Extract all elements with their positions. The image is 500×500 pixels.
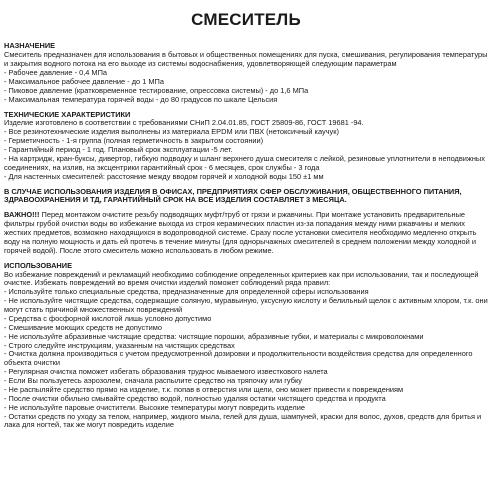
usage-line: - Смешивание моющих средств не допустимо [4,322,162,332]
purpose-heading: НАЗНАЧЕНИЕ [4,41,56,51]
important-paragraph [4,211,488,255]
usage-line: - Не используйте чистящие средства, содержащие соляную, муравьиную, уксусную кислоту и белильный щелок с активным хлором, т.к. они могут стать причиной множественных повреждений [4,296,488,315]
usage-line: - Регулярная очистка поможет избегать образования труднос мываемого известкового налета [4,367,328,377]
usage-line: - Очистка должна производиться с учетом предусмотренной дозировки и продолжительности воздействия средства для определенного объекта очистки [4,349,473,368]
purpose-line: - Максимальная температура горячей воды - до 80 градусов по шкале Цельсия [4,94,278,104]
specs-heading: ТЕХНИЧЕСКИЕ ХАРАКТЕРИСТИКИ [4,109,131,119]
specs-line: - Для настенных смесителей: расстояние между вводом горячей и холодной воды 150 ±1 мм [4,171,324,181]
usage-line: - Строго следуйте инструкциям, указанным на чистящих средствах [4,340,235,350]
specs-line: Изделие изготовлено в соответствии с требованиями СНиП 2.04.01.85, ГОСТ 25809-86, ГОСТ 19681 -94. [4,118,364,128]
purpose-line: - Рабочее давление - 0,4 МПа [4,68,108,78]
usage-line: - После очистки обильно смывайте средство водой, полностью удаляя остатки чистящего средства и продукта [4,393,386,403]
important-text: Перед монтажом очистите резьбу подводящих муфт/труб от грязи и ржавчины. При монтаже установить предварительные фильтры грубой очистки воды во избежание выхода из строя керамических пластин из-за попадания между ними ржавчины и мелких жестких предметов, возможно находящихся в водопроводной системе. Сразу после установки смесителя необходимо медленно открыть воду на полную мощность и дать ей протечь в течение минуты (для однорычажных смесителей в среднем положении между холодной и горячей водой). После этого смеситель можно использовать в любом режиме. [4,210,477,255]
usage-line: - Не используйте абразивные чистящие средства: чистящие порошки, абразивные губки, и материалы с микроволокнами [4,331,424,341]
usage-line: - Остатки средств по уходу за телом, например, жидкого мыла, гелей для душа, шампуней, краски для волос, духов, средств для бритья и лака для ногтей, так же могут повредить изделие [4,411,482,430]
purpose-line: Смеситель предназначен для использования в бытовых и общественных помещениях для пуска, смешивания, регулирования температуры и закрытия водного потока на его выходе из системы водоснабжения, удовлетворяющей следующим параметрам [4,50,488,69]
office-warranty-note: В СЛУЧАЕ ИСПОЛЬЗОВАНИЯ ИЗДЕЛИЯ В ОФИСАХ, ПРЕДПРИЯТИЯХ СФЕР ОБСЛУЖИВАНИЯ, ОБЩЕСТВЕННОГО ПИТАНИЯ, ЗДРАВООХРАНЕНИЯ И ТД, ГАРАНТИЙНЫЙ СРОК НА ВСЕ ИЗДЕЛИЯ СОСТАВЛЯЕТ 3 МЕСЯЦА. [4,186,462,205]
specs-line: - Все резинотехнические изделия выполнены из материала EPDM или ПВХ (нетоксичный каучук) [4,127,339,137]
purpose-line: - Максимальное рабочее давление - до 1 МПа [4,76,164,86]
specs-line: - На картридж, кран-буксы, дивертор, гибкую подводку и шланг верхнего душа смесителя с лейкой, резиновые уплотнители в неподвижных соединениях, на излив, на эксцентрики гарантийный срок - 6 месяцев, срок службы - 3 года [4,153,485,172]
usage-section [4,262,488,431]
usage-heading: ИСПОЛЬЗОВАНИЕ [4,260,73,270]
specs-line: - Герметичность - 1-я группа (полная герметичность в закрытом состоянии) [4,136,264,146]
important-lead: ВАЖНО!!! [4,210,40,220]
usage-line: - Используйте только специальные средства, предназначенные для определенной сферы использования [4,287,369,297]
usage-line: - Не используйте паровые очистители. Высокие температуры могут повредить изделие [4,402,305,412]
usage-line: - Средства с фосфорной кислотой лишь условно допустимо [4,313,212,323]
usage-line: - Не распыляйте средство прямо на изделие, т.к. попав в отверстия или щели, оно может привести к повреждениям [4,384,404,394]
purpose-section [4,42,488,104]
document-title: СМЕСИТЕЛЬ [191,10,301,29]
usage-line: Во избежание повреждений и рекламаций необходимо соблюдение определенных критериев как при использовании, так и последующей очистке. Избежать повреждений во время очистки изделий поможет соблюдений ряда правил: [4,269,479,288]
purpose-line: - Пиковое давление (кратковременное тестирование, опрессовка системы) - до 1,6 МПа [4,85,309,95]
specs-line: - Гарантийный период - 1 год. Плановый срок эксплуатации -5 лет. [4,145,233,155]
specs-section [4,111,488,182]
usage-line: - Если Вы пользуетесь аэрозолем, сначала распылите средство на тряпочку или губку [4,376,302,386]
